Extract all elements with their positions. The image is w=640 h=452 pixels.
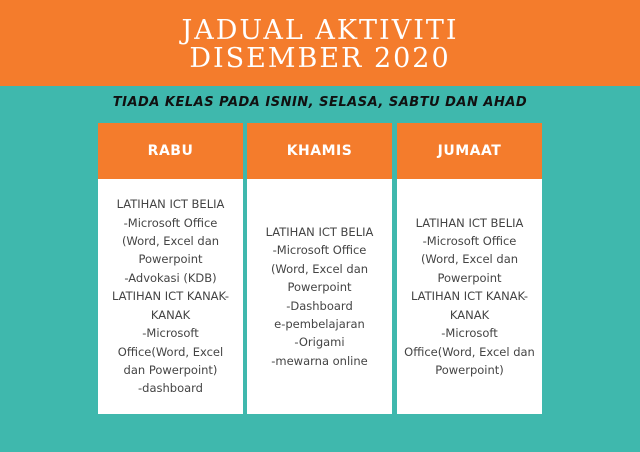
page-title-line-1: JADUAL AKTIVITI: [181, 15, 459, 46]
activity-line: -mewarna online: [271, 353, 368, 368]
activity-line: Office(Word, Excel dan: [404, 344, 535, 359]
activity-line: Powerpoint): [435, 362, 504, 377]
activity-line: LATIHAN ICT BELIA: [265, 224, 374, 239]
activity-list: [98, 179, 243, 414]
activity-line: (Word, Excel dan: [270, 261, 369, 276]
title-banner: [0, 0, 640, 86]
day-column-rabu: [98, 123, 243, 414]
activity-line: Office(Word, Excel: [117, 344, 224, 359]
activity-line: -Microsoft: [441, 326, 498, 341]
activity-line: LATIHAN ICT BELIA: [116, 197, 225, 212]
activity-line: -Dashboard: [286, 298, 353, 313]
day-column-jumaat: [397, 123, 542, 414]
activity-line: -Microsoft: [142, 326, 199, 341]
day-header: KHAMIS: [247, 123, 392, 179]
activity-line: LATIHAN ICT BELIA: [415, 215, 524, 230]
day-column-khamis: [247, 123, 392, 414]
activity-line: -Microsoft Office: [422, 234, 517, 249]
activity-line: LATIHAN ICT KANAK-: [410, 289, 529, 304]
day-header: RABU: [98, 123, 243, 179]
activity-line: dan Powerpoint): [123, 362, 218, 377]
activity-line: (Word, Excel dan: [121, 234, 220, 249]
activity-list: [247, 179, 392, 414]
activity-line: KANAK: [449, 307, 490, 322]
activity-line: (Word, Excel dan: [420, 252, 519, 267]
activity-line: Powerpoint: [437, 270, 502, 285]
activity-line: -Microsoft Office: [123, 215, 218, 230]
activity-list: [397, 179, 542, 414]
notice-subtitle: TIADA KELAS PADA ISNIN, SELASA, SABTU DAN AHAD: [112, 95, 528, 110]
activity-line: e-pembelajaran: [274, 316, 365, 331]
page-title-line-2: DISEMBER 2020: [189, 43, 451, 74]
activity-line: -Microsoft Office: [272, 243, 367, 258]
activity-line: KANAK: [150, 307, 191, 322]
activity-line: Powerpoint: [138, 252, 203, 267]
activity-line: -dashboard: [138, 381, 203, 396]
activity-line: -Advokasi (KDB): [124, 270, 217, 285]
activity-line: Powerpoint: [287, 280, 352, 295]
activity-line: LATIHAN ICT KANAK-: [111, 289, 230, 304]
day-header: JUMAAT: [397, 123, 542, 179]
activity-line: -Origami: [294, 335, 345, 350]
